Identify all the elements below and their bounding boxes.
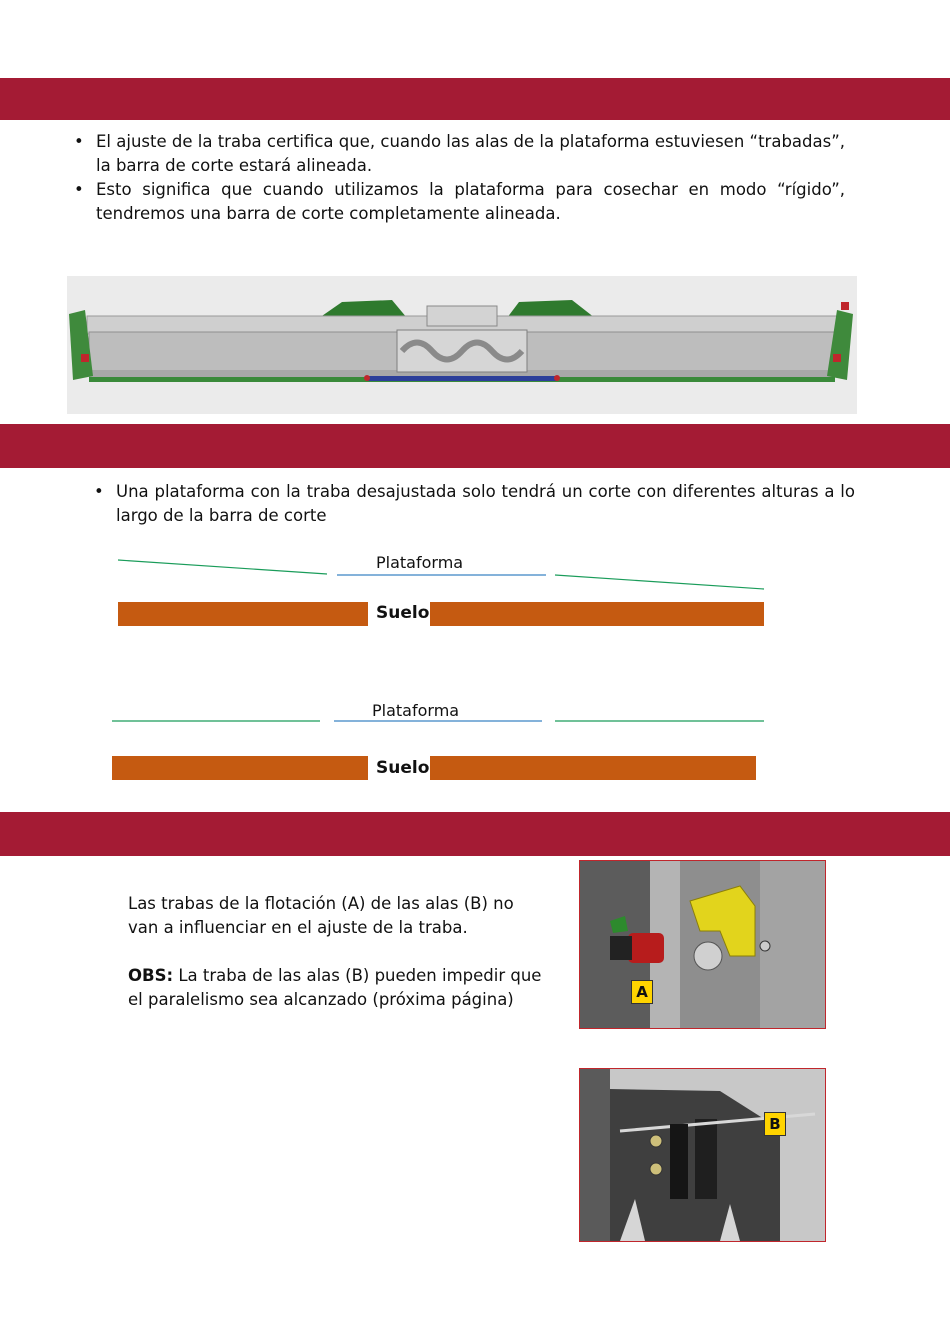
callout-b: B	[764, 1112, 786, 1136]
ground-label: Suelo	[376, 603, 430, 623]
section-header-band-1	[0, 78, 950, 120]
platform-label: Plataforma	[372, 701, 460, 720]
section-header-band-3	[0, 812, 950, 856]
platform-lines-aligned	[0, 710, 950, 730]
ground-bar-left	[118, 602, 368, 626]
ground-bar-left	[112, 756, 368, 780]
bullet-list-1	[70, 130, 845, 226]
bullet-item: • El ajuste de la traba certifica que, cuando las alas de la plataforma estuviesen “trabadas”, la barra de corte estará alineada.	[70, 130, 845, 178]
flotation-paragraph: Las trabas de la flotación (A) de las alas (B) no van a influenciar en el ajuste de la traba.	[128, 894, 514, 937]
callout-a: A	[631, 980, 653, 1004]
photo-flotation-lock	[579, 860, 826, 1029]
platform-lines-misaligned	[0, 550, 950, 600]
photo-a-drawing	[580, 861, 825, 1028]
obs-label: OBS:	[128, 966, 174, 985]
ground-bar-right	[430, 602, 764, 626]
bullet-list-2	[90, 480, 855, 528]
photo-b-drawing	[580, 1069, 825, 1241]
obs-paragraph	[128, 964, 548, 1012]
header-render-drawing	[67, 276, 857, 414]
header-platform-render	[67, 276, 857, 414]
bullet-item: • Esto significa que cuando utilizamos la plataforma para cosechar en modo “rígido”, tendremos una barra de corte completamente alineada.	[70, 178, 845, 226]
section-header-band-2	[0, 424, 950, 468]
photo-wing-lock	[579, 1068, 826, 1242]
bullet-item: • Una plataforma con la traba desajustada solo tendrá un corte con diferentes alturas a lo largo de la barra de corte	[90, 480, 855, 528]
ground-bar-right	[430, 756, 756, 780]
obs-text: La traba de las alas (B) pueden impedir que el paralelismo sea alcanzado (próxima página)	[128, 966, 542, 1009]
ground-label: Suelo	[376, 758, 430, 778]
platform-label: Plataforma	[376, 553, 464, 572]
